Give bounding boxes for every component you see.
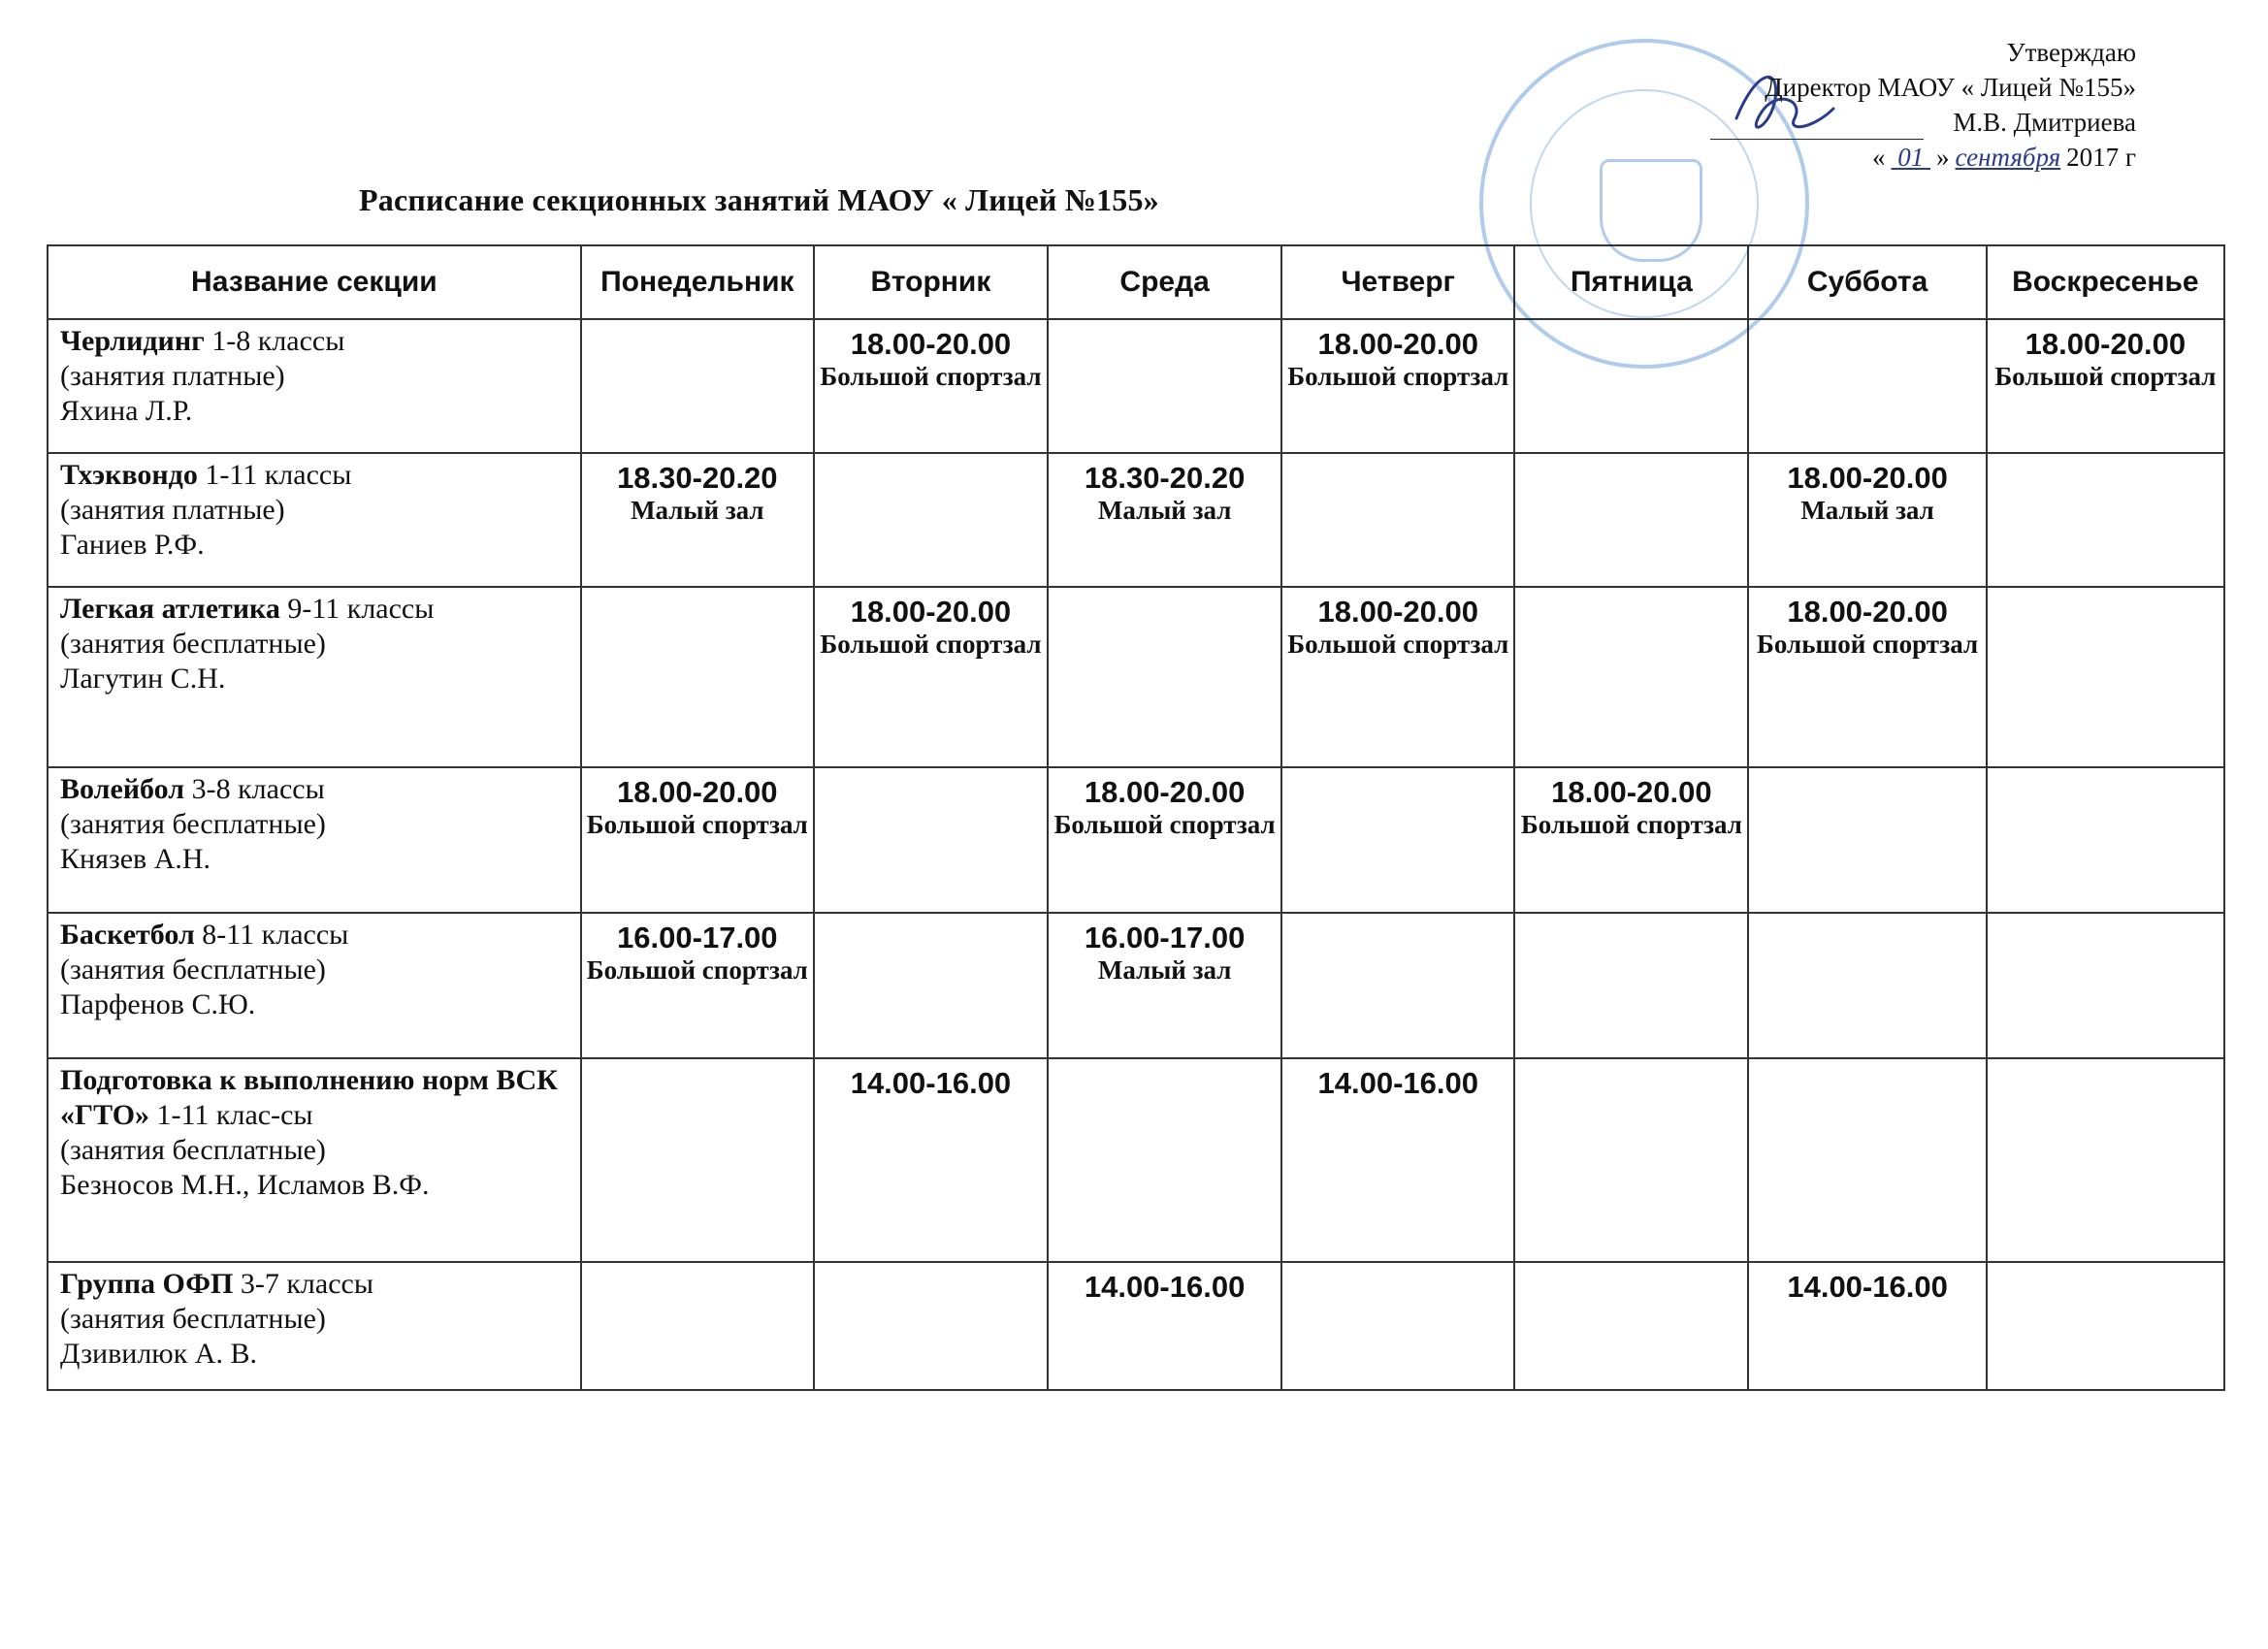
slot-time: 16.00-17.00	[617, 921, 778, 954]
slot-time: 18.00-20.00	[850, 327, 1012, 361]
section-grades: 8-11 классы	[194, 919, 349, 951]
schedule-cell	[581, 1058, 814, 1262]
slot-room: Малый зал	[1097, 955, 1232, 985]
schedule-cell	[581, 767, 814, 913]
section-name	[60, 918, 568, 953]
section-cell	[48, 1262, 581, 1390]
slot-time: 18.00-20.00	[1317, 327, 1478, 361]
schedule-cell	[1048, 1262, 1281, 1390]
slot-room: Малый зал	[1097, 496, 1232, 525]
table-row	[48, 319, 2224, 453]
page-title: Расписание секционных занятий МАОУ « Лицей №155»	[359, 182, 1159, 217]
schedule-cell	[814, 453, 1048, 587]
schedule-cell	[1514, 913, 1748, 1058]
schedule-cell	[1987, 913, 2224, 1058]
schedule-cell	[1281, 319, 1514, 453]
schedule-cell	[1514, 453, 1748, 587]
section-name	[60, 324, 568, 359]
schedule-cell	[1987, 453, 2224, 587]
slot-time: 18.00-20.00	[1317, 595, 1478, 629]
schedule-cell	[1748, 587, 1986, 767]
schedule-cell	[1748, 1262, 1986, 1390]
slot-time: 18.00-20.00	[1787, 461, 1948, 495]
section-coach: Дзивилюк А. В.	[60, 1338, 257, 1370]
slot-time: 18.00-20.00	[617, 775, 778, 809]
date-year: 2017 г	[2066, 143, 2136, 172]
schedule-cell	[1748, 453, 1986, 587]
table-row	[48, 913, 2224, 1058]
section-title: Баскетбол	[60, 919, 195, 951]
column-header: Название секции	[48, 245, 581, 319]
schedule-cell	[581, 319, 814, 453]
table-header-row	[48, 245, 2224, 319]
section-coach: Ганиев Р.Ф.	[60, 529, 205, 561]
column-header: Воскресенье	[1987, 245, 2224, 319]
approval-title: Утверждаю	[2006, 38, 2136, 67]
section-grades: 9-11 классы	[279, 593, 435, 625]
date-month: сентября	[1955, 143, 2061, 172]
schedule-cell	[581, 587, 814, 767]
slot-time: 18.00-20.00	[1787, 595, 1948, 629]
section-cell	[48, 319, 581, 453]
section-name	[60, 1063, 568, 1133]
schedule-cell	[814, 767, 1048, 913]
section-name	[60, 458, 568, 493]
slot-time: 16.00-17.00	[1084, 921, 1246, 954]
table-row	[48, 767, 2224, 913]
schedule-cell	[814, 587, 1048, 767]
schedule-cell	[1048, 453, 1281, 587]
schedule-cell	[581, 913, 814, 1058]
section-cell	[48, 913, 581, 1058]
section-title: Волейбол	[60, 773, 185, 805]
slot-time: 18.00-20.00	[1084, 775, 1246, 809]
date-quote-open: «	[1872, 143, 1886, 172]
schedule-cell	[1281, 1058, 1514, 1262]
schedule-cell	[1281, 587, 1514, 767]
schedule-cell	[1048, 767, 1281, 913]
schedule-cell	[1987, 767, 2224, 913]
slot-time: 14.00-16.00	[850, 1066, 1012, 1100]
schedule-cell	[814, 1262, 1048, 1390]
table-row	[48, 587, 2224, 767]
schedule-cell	[1514, 1058, 1748, 1262]
section-note: (занятия бесплатные)	[60, 1303, 326, 1335]
section-cell	[48, 453, 581, 587]
slot-room: Большой спортзал	[1053, 810, 1276, 839]
section-grades: 1-11 клас-сы	[149, 1099, 313, 1131]
schedule-cell	[1987, 587, 2224, 767]
column-header: Суббота	[1748, 245, 1986, 319]
table-body	[48, 319, 2224, 1390]
schedule-cell	[1748, 767, 1986, 913]
slot-room: Большой спортзал	[1994, 362, 2217, 391]
slot-room: Большой спортзал	[586, 810, 808, 839]
section-note: (занятия бесплатные)	[60, 808, 326, 840]
column-header: Среда	[1048, 245, 1281, 319]
schedule-cell	[1987, 1058, 2224, 1262]
schedule-cell	[1281, 453, 1514, 587]
section-coach: Безносов М.Н., Исламов В.Ф.	[60, 1169, 430, 1201]
section-coach: Князев А.Н.	[60, 843, 211, 875]
slot-room: Большой спортзал	[1287, 362, 1509, 391]
slot-room: Большой спортзал	[1757, 630, 1979, 659]
slot-time: 18.00-20.00	[1551, 775, 1712, 809]
slot-room: Большой спортзал	[1287, 630, 1509, 659]
schedule-cell	[1048, 913, 1281, 1058]
section-name	[60, 1267, 568, 1302]
slot-time: 14.00-16.00	[1317, 1066, 1478, 1100]
section-note: (занятия бесплатные)	[60, 628, 326, 660]
slot-room: Большой спортзал	[1520, 810, 1742, 839]
schedule-cell	[1281, 1262, 1514, 1390]
slot-time: 18.00-20.00	[2025, 327, 2187, 361]
slot-room: Малый зал	[631, 496, 764, 525]
column-header: Четверг	[1281, 245, 1514, 319]
section-grades: 1-11 классы	[197, 459, 352, 491]
schedule-cell	[1748, 1058, 1986, 1262]
schedule-cell	[1748, 913, 1986, 1058]
slot-time: 14.00-16.00	[1787, 1270, 1948, 1304]
schedule-cell	[1514, 767, 1748, 913]
table-row	[48, 1058, 2224, 1262]
column-header: Понедельник	[581, 245, 814, 319]
section-grades: 3-7 классы	[233, 1268, 373, 1300]
table-row	[48, 453, 2224, 587]
schedule-cell	[1514, 319, 1748, 453]
slot-time: 14.00-16.00	[1084, 1270, 1246, 1304]
date-day: 01	[1891, 143, 1930, 172]
section-title: Группа ОФП	[60, 1268, 234, 1300]
section-grades: 1-8 классы	[204, 325, 345, 357]
section-note: (занятия платные)	[60, 360, 285, 392]
approval-date	[1710, 140, 2136, 175]
schedule-cell	[1048, 319, 1281, 453]
section-cell	[48, 587, 581, 767]
schedule-cell	[1987, 319, 2224, 453]
table-row	[48, 1262, 2224, 1390]
schedule-cell	[1281, 913, 1514, 1058]
schedule-cell	[1048, 1058, 1281, 1262]
schedule-cell	[1281, 767, 1514, 913]
schedule-cell	[1748, 319, 1986, 453]
schedule-cell	[581, 453, 814, 587]
section-coach: Яхина Л.Р.	[60, 395, 193, 427]
section-note: (занятия бесплатные)	[60, 954, 326, 986]
schedule-cell	[581, 1262, 814, 1390]
slot-room: Большой спортзал	[586, 955, 808, 985]
date-quote-close: »	[1936, 143, 1950, 172]
section-cell	[48, 767, 581, 913]
section-grades: 3-8 классы	[184, 773, 325, 805]
section-name	[60, 772, 568, 807]
section-title: Подготовка к выполнению норм ВСК «ГТО»	[60, 1064, 558, 1131]
section-title: Тхэквондо	[60, 459, 198, 491]
schedule-cell	[814, 319, 1048, 453]
schedule-cell	[814, 913, 1048, 1058]
section-cell	[48, 1058, 581, 1262]
section-note: (занятия платные)	[60, 494, 285, 526]
slot-time: 18.30-20.20	[617, 461, 778, 495]
section-name	[60, 592, 568, 627]
section-note: (занятия бесплатные)	[60, 1134, 326, 1166]
approval-position: Директор МАОУ « Лицей №155»	[1765, 73, 2136, 102]
section-coach: Парфенов С.Ю.	[60, 988, 256, 1020]
schedule-cell	[1987, 1262, 2224, 1390]
schedule-cell	[814, 1058, 1048, 1262]
schedule-cell	[1048, 587, 1281, 767]
section-title: Черлидинг	[60, 325, 205, 357]
section-coach: Лагутин С.Н.	[60, 663, 226, 695]
schedule-table	[47, 244, 2225, 1391]
approval-name-line	[1710, 105, 2136, 140]
slot-room: Большой спортзал	[820, 362, 1042, 391]
schedule-cell	[1514, 587, 1748, 767]
slot-time: 18.30-20.20	[1084, 461, 1246, 495]
slot-room: Большой спортзал	[820, 630, 1042, 659]
slot-room: Малый зал	[1800, 496, 1934, 525]
schedule-cell	[1514, 1262, 1748, 1390]
approval-name: М.В. Дмитриева	[1953, 108, 2136, 137]
slot-time: 18.00-20.00	[850, 595, 1012, 629]
column-header: Вторник	[814, 245, 1048, 319]
column-header: Пятница	[1514, 245, 1748, 319]
signature-blank	[1710, 113, 1924, 140]
approval-block	[1710, 35, 2136, 175]
section-title: Легкая атлетика	[60, 593, 280, 625]
